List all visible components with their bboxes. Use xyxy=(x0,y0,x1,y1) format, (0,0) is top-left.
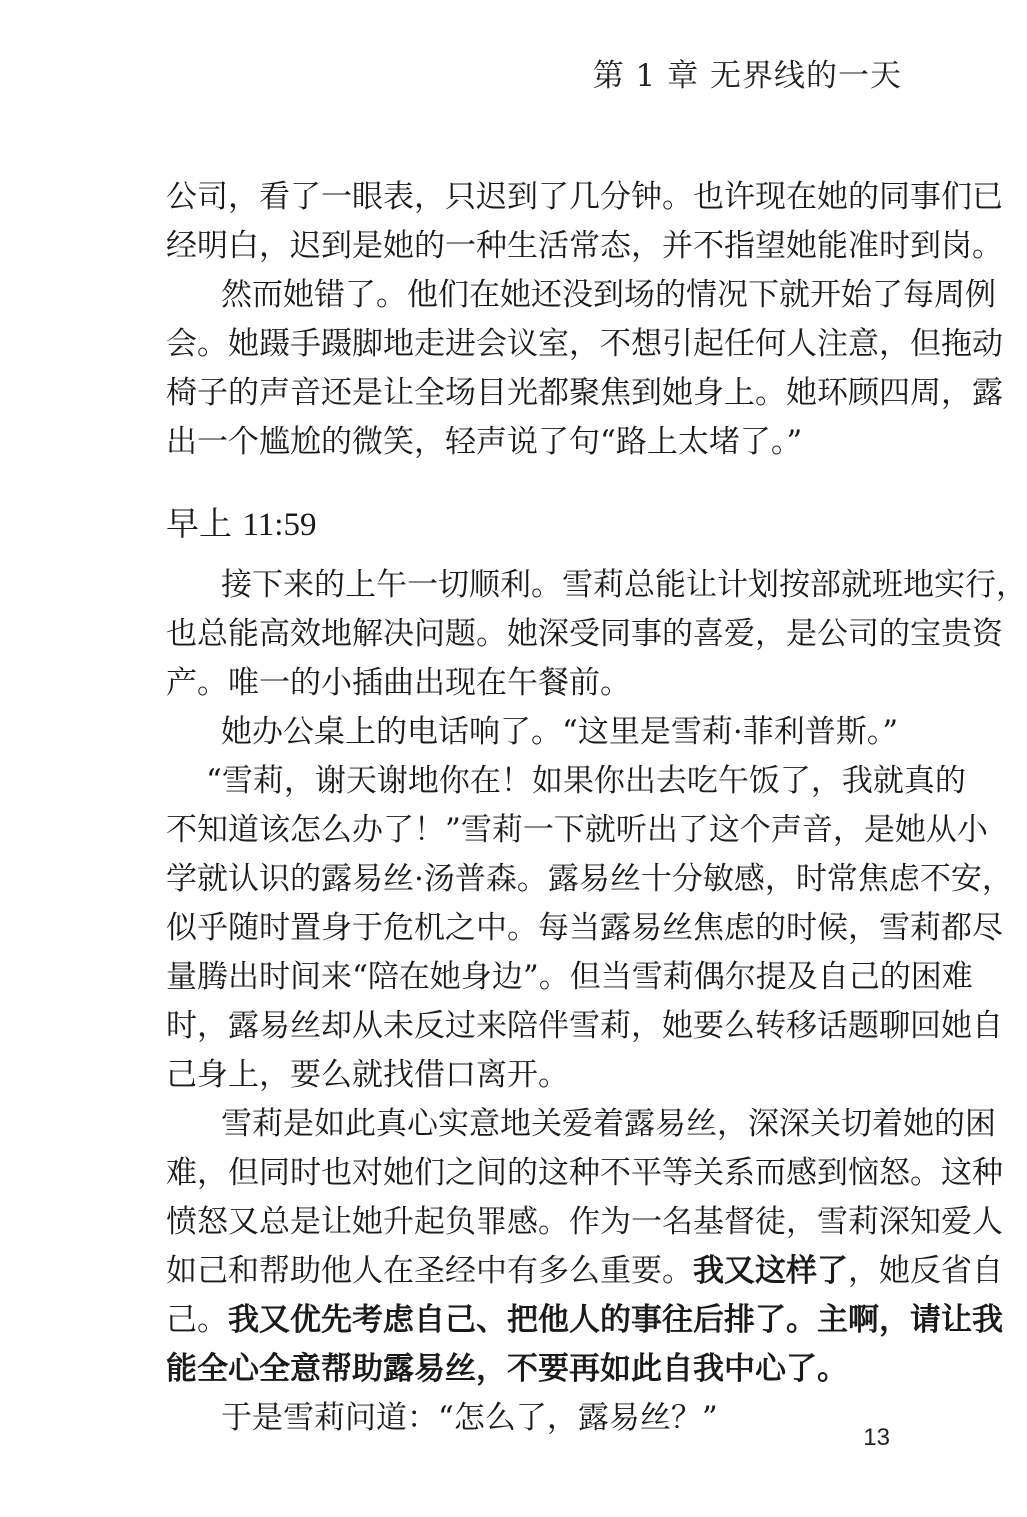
text-line: 于是雪莉问道：“怎么了，露易丝？” xyxy=(221,1400,718,1436)
plain-text: 己。 xyxy=(166,1302,228,1338)
text-line: “雪莉，谢天谢地你在！如果你出去吃午饭了，我就真的 xyxy=(206,763,966,799)
text-line: 经明白，迟到是她的一种生活常态，并不指望她能准时到岗。 xyxy=(166,228,1003,264)
text-line: 公司，看了一眼表，只迟到了几分钟。也许现在她的同事们已 xyxy=(166,179,1003,215)
text-line: 也总能高效地解决问题。她深受同事的喜爱，是公司的宝贵资 xyxy=(166,616,1003,652)
body-text-block xyxy=(166,561,1027,1443)
text-line: 她办公桌上的电话响了。“这里是雪莉·菲利普斯。” xyxy=(221,714,899,750)
text-line-mixed xyxy=(166,1247,1003,1296)
text-line: 雪莉是如此真心实意地关爱着露易丝，深深关切着她的困 xyxy=(221,1106,996,1142)
text-line: 然而她错了。他们在她还没到场的情况下就开始了每周例 xyxy=(221,277,996,313)
section-heading xyxy=(166,503,316,546)
running-header: 第 1 章 无界线的一天 xyxy=(592,58,902,94)
bold-inner-thought: 我又这样了 xyxy=(693,1253,848,1289)
bold-inner-thought: 我又优先考虑自己、把他人的事往后排了。主啊，请让我 xyxy=(228,1302,1003,1338)
bold-inner-thought-line: 能全心全意帮助露易丝，不要再如此自我中心了。 xyxy=(166,1351,848,1387)
text-line: 时，露易丝却从未反过来陪伴雪莉，她要么转移话题聊回她自 xyxy=(166,1008,1003,1044)
text-line: 会。她蹑手蹑脚地走进会议室，不想引起任何人注意，但拖动 xyxy=(166,326,1003,362)
text-line: 似乎随时置身于危机之中。每当露易丝焦虑的时候，雪莉都尽 xyxy=(166,910,1003,946)
text-line: 接下来的上午一切顺利。雪莉总能让计划按部就班地实行， xyxy=(221,567,1027,603)
plain-text: ，她反省自 xyxy=(848,1253,1003,1289)
text-line: 出一个尴尬的微笑，轻声说了句“路上太堵了。” xyxy=(166,424,803,460)
section-heading-label: 早上 xyxy=(166,504,232,543)
text-line-mixed xyxy=(166,1296,1003,1345)
top-text-block xyxy=(166,173,1003,467)
text-line: 难，但同时也对她们之间的这种不平等关系而感到恼怒。这种 xyxy=(166,1155,1003,1191)
text-line: 己身上，要么就找借口离开。 xyxy=(166,1057,569,1093)
text-line: 学就认识的露易丝·汤普森。露易丝十分敏感，时常焦虑不安， xyxy=(166,861,1013,897)
text-line: 不知道该怎么办了！”雪莉一下就听出了这个声音，是她从小 xyxy=(166,812,988,848)
text-line: 产。唯一的小插曲出现在午餐前。 xyxy=(166,665,631,701)
text-line: 愤怒又总是让她升起负罪感。作为一名基督徒，雪莉深知爱人 xyxy=(166,1204,1003,1240)
text-line: 量腾出时间来“陪在她身边”。但当雪莉偶尔提及自己的困难 xyxy=(166,959,973,995)
text-line: 椅子的声音还是让全场目光都聚焦到她身上。她环顾四周，露 xyxy=(166,375,1003,411)
page-number: 13 xyxy=(863,1424,890,1451)
plain-text: 如己和帮助他人在圣经中有多么重要。 xyxy=(166,1253,693,1289)
section-heading-time: 11:59 xyxy=(242,507,317,543)
